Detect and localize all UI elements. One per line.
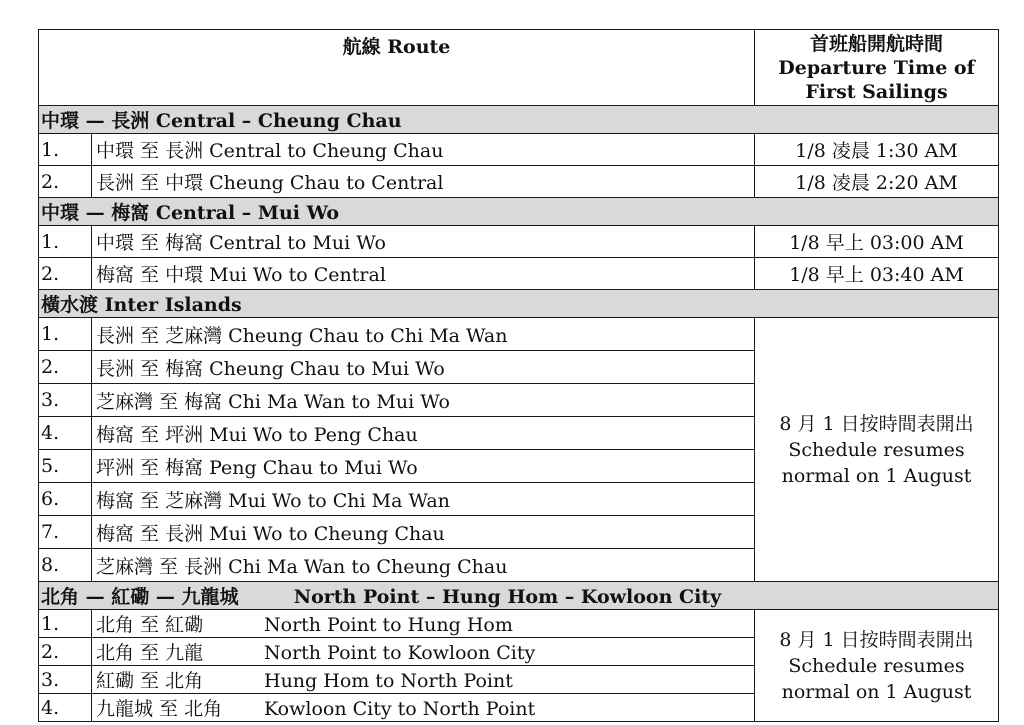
- departure-time: 1/8 早上 03:00 AM: [755, 226, 999, 258]
- route-name: [92, 638, 755, 666]
- route-name-en: Hung Hom to North Point: [264, 670, 513, 692]
- note-en-1: Schedule resumes: [788, 654, 965, 677]
- departure-time: 1/8 凌晨 1:30 AM: [755, 134, 999, 166]
- departure-time: 1/8 凌晨 2:20 AM: [755, 166, 999, 198]
- row-number: 3.: [39, 384, 92, 417]
- section-title-zh: 北角 — 紅磡 — 九龍城: [41, 586, 239, 608]
- section-title: [39, 582, 999, 610]
- row-number: 1.: [39, 610, 92, 638]
- route-name-en: North Point to Kowloon City: [264, 642, 536, 664]
- route-name: 長洲 至 芝麻灣 Cheung Chau to Chi Ma Wan: [92, 318, 755, 351]
- schedule-note-north-point: [755, 610, 999, 722]
- row-number: 3.: [39, 666, 92, 694]
- route-name: 中環 至 梅窩 Central to Mui Wo: [92, 226, 755, 258]
- route-name: 梅窩 至 芝麻灣 Mui Wo to Chi Ma Wan: [92, 483, 755, 516]
- table-row: [39, 134, 999, 166]
- route-name: [92, 694, 755, 722]
- departure-time-column-header: [755, 30, 999, 106]
- row-number: 2.: [39, 258, 92, 290]
- route-name-zh: 北角 至 九龍: [96, 642, 204, 664]
- route-name: [92, 666, 755, 694]
- section-title: 橫水渡 Inter Islands: [39, 290, 999, 318]
- route-name: 中環 至 長洲 Central to Cheung Chau: [92, 134, 755, 166]
- table-row: [39, 166, 999, 198]
- row-number: 2.: [39, 351, 92, 384]
- table-row: [39, 258, 999, 290]
- schedule-note-inter-islands: [755, 318, 999, 582]
- row-number: 4.: [39, 694, 92, 722]
- row-number: 1.: [39, 226, 92, 258]
- route-name: [92, 610, 755, 638]
- route-name-zh: 紅磡 至 北角: [96, 670, 204, 692]
- row-number: 5.: [39, 450, 92, 483]
- route-name: 梅窩 至 中環 Mui Wo to Central: [92, 258, 755, 290]
- row-number: 6.: [39, 483, 92, 516]
- note-en-1: Schedule resumes: [788, 438, 965, 461]
- section-row-inter-islands: [39, 290, 999, 318]
- departure-time-header-en-1: Departure Time of: [778, 56, 975, 79]
- departure-time-header-zh: 首班船開航時間: [810, 32, 944, 55]
- row-number: 1.: [39, 318, 92, 351]
- section-row-north-point: [39, 582, 999, 610]
- departure-time: 1/8 早上 03:40 AM: [755, 258, 999, 290]
- route-name: 梅窩 至 坪洲 Mui Wo to Peng Chau: [92, 417, 755, 450]
- row-number: 2.: [39, 638, 92, 666]
- row-number: 7.: [39, 516, 92, 549]
- route-name: 芝麻灣 至 長洲 Chi Ma Wan to Cheung Chau: [92, 549, 755, 582]
- row-number: 4.: [39, 417, 92, 450]
- row-number: 1.: [39, 134, 92, 166]
- ferry-schedule-table: [38, 29, 999, 722]
- route-column-header: 航線 Route: [39, 30, 755, 106]
- row-number: 8.: [39, 549, 92, 582]
- route-name-zh: 九龍城 至 北角: [96, 698, 223, 720]
- route-name: 芝麻灣 至 梅窩 Chi Ma Wan to Mui Wo: [92, 384, 755, 417]
- section-row-central-cheung-chau: [39, 106, 999, 134]
- row-number: 2.: [39, 166, 92, 198]
- route-name: 坪洲 至 梅窩 Peng Chau to Mui Wo: [92, 450, 755, 483]
- route-name-zh: 北角 至 紅磡: [96, 614, 204, 636]
- note-zh: 8 月 1 日按時間表開出: [779, 628, 974, 651]
- departure-time-header-en-2: First Sailings: [805, 80, 948, 103]
- table-header-row: [39, 30, 999, 106]
- section-title: 中環 — 梅窩 Central – Mui Wo: [39, 198, 999, 226]
- route-name: 梅窩 至 長洲 Mui Wo to Cheung Chau: [92, 516, 755, 549]
- route-name: 長洲 至 梅窩 Cheung Chau to Mui Wo: [92, 351, 755, 384]
- route-name-en: North Point to Hung Hom: [264, 614, 513, 636]
- table-row: [39, 610, 999, 638]
- note-zh: 8 月 1 日按時間表開出: [779, 412, 974, 435]
- route-name-en: Kowloon City to North Point: [264, 698, 536, 720]
- route-name: 長洲 至 中環 Cheung Chau to Central: [92, 166, 755, 198]
- note-en-2: normal on 1 August: [781, 464, 972, 487]
- table-row: [39, 226, 999, 258]
- section-title-en: North Point – Hung Hom – Kowloon City: [293, 586, 722, 608]
- section-title: 中環 — 長洲 Central – Cheung Chau: [39, 106, 999, 134]
- section-row-central-mui-wo: [39, 198, 999, 226]
- note-en-2: normal on 1 August: [781, 680, 972, 703]
- table-row: [39, 318, 999, 351]
